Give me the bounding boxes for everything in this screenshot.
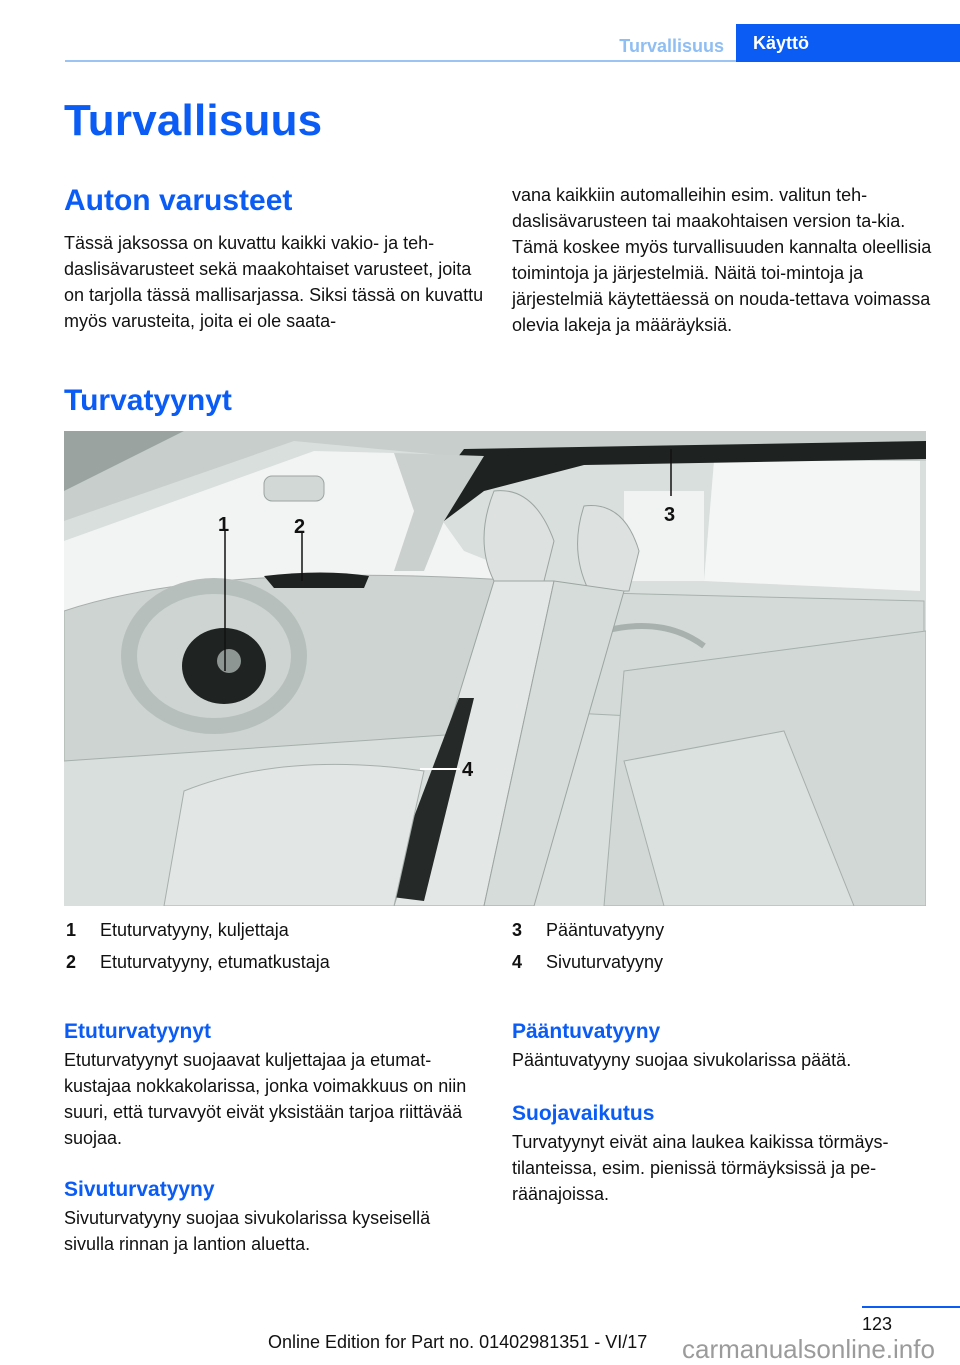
intro-heading: Auton varusteet xyxy=(64,184,293,217)
legend-label: Etuturvatyyny, etumatkustaja xyxy=(100,952,330,972)
subsection-heading-protection: Suojavaikutus xyxy=(512,1102,655,1125)
legend-number: 1 xyxy=(66,920,77,940)
svg-text:2: 2 xyxy=(294,516,306,538)
header-section-label: Turvallisuus xyxy=(619,36,724,56)
legend-label: Etuturvatyyny, kuljettaja xyxy=(100,920,289,940)
watermark: carmanualsonline.info xyxy=(682,1334,935,1364)
legend-item xyxy=(512,946,664,978)
legend-number: 2 xyxy=(66,952,77,972)
subsection-text-side-airbag: Sivuturvatyyny suojaa sivukolarissa kyseisellä sivulla rinnan ja lantion aluetta. xyxy=(64,1208,431,1254)
legend-item xyxy=(66,946,330,978)
edition-info: Online Edition for Part no. 01402981351 - VI/17 xyxy=(268,1332,648,1352)
subsection-text-front-airbags: Etuturvatyynyt suojaavat kuljettajaa ja etumat-kustajaa nokkakolarissa, jonka voimakkuus on niin suuri, että turvavyöt eivät yksistään tarjoa riittävää suojaa. xyxy=(64,1050,467,1148)
subsection-heading-side-airbag: Sivuturvatyyny xyxy=(64,1178,215,1201)
legend-label: Pääntuvatyyny xyxy=(546,920,665,940)
legend-label: Sivuturvatyyny xyxy=(546,952,664,972)
footer-divider xyxy=(862,1306,960,1308)
subsection-text-protection: Turvatyynyt eivät aina laukea kaikissa törmäys-tilanteissa, esim. pienissä törmäyksissä ja pe-räänajoissa. xyxy=(512,1132,889,1204)
intro-text-right: vana kaikkiin automalleihin esim. valitun teh-daslisävarusteen tai maakohtaisen version ta-kia. Tämä koskee myös turvallisuuden kannalta oleellisia toimintoja ja järjestelmiä. Näitä toi-mintoja ja järjestelmiä käytettäessä on nouda-tettava voimassa olevia lakeja ja määräyksiä. xyxy=(512,185,932,335)
subsection-heading-head-airbag: Pääntuvatyyny xyxy=(512,1020,661,1043)
header-chapter-tab: Käyttö xyxy=(736,24,960,62)
intro-text-left: Tässä jaksossa on kuvattu kaikki vakio- ja teh-daslisävarusteet sekä maakohtaiset varusteet, joita on tarjolla tässä mallisarjassa. Siksi tässä on kuvattu myös varusteita, joita ei ole saata- xyxy=(64,233,484,331)
legend-number: 4 xyxy=(512,952,523,972)
airbags-heading: Turvatyynyt xyxy=(64,384,232,417)
subsection-text-head-airbag: Pääntuvatyyny suojaa sivukolarissa päätä. xyxy=(512,1050,852,1070)
subsection-heading-front-airbags: Etuturvatyynyt xyxy=(64,1020,212,1043)
legend-number: 3 xyxy=(512,920,523,940)
airbag-illustration xyxy=(64,431,926,906)
legend-left xyxy=(66,914,330,978)
legend-right xyxy=(512,914,664,978)
svg-text:1: 1 xyxy=(218,514,230,536)
page-number: 123 xyxy=(862,1314,893,1334)
legend-item xyxy=(512,914,664,946)
svg-text:4: 4 xyxy=(462,759,474,781)
svg-text:3: 3 xyxy=(664,504,676,526)
page-title: Turvallisuus xyxy=(64,96,323,145)
legend-item xyxy=(66,914,330,946)
